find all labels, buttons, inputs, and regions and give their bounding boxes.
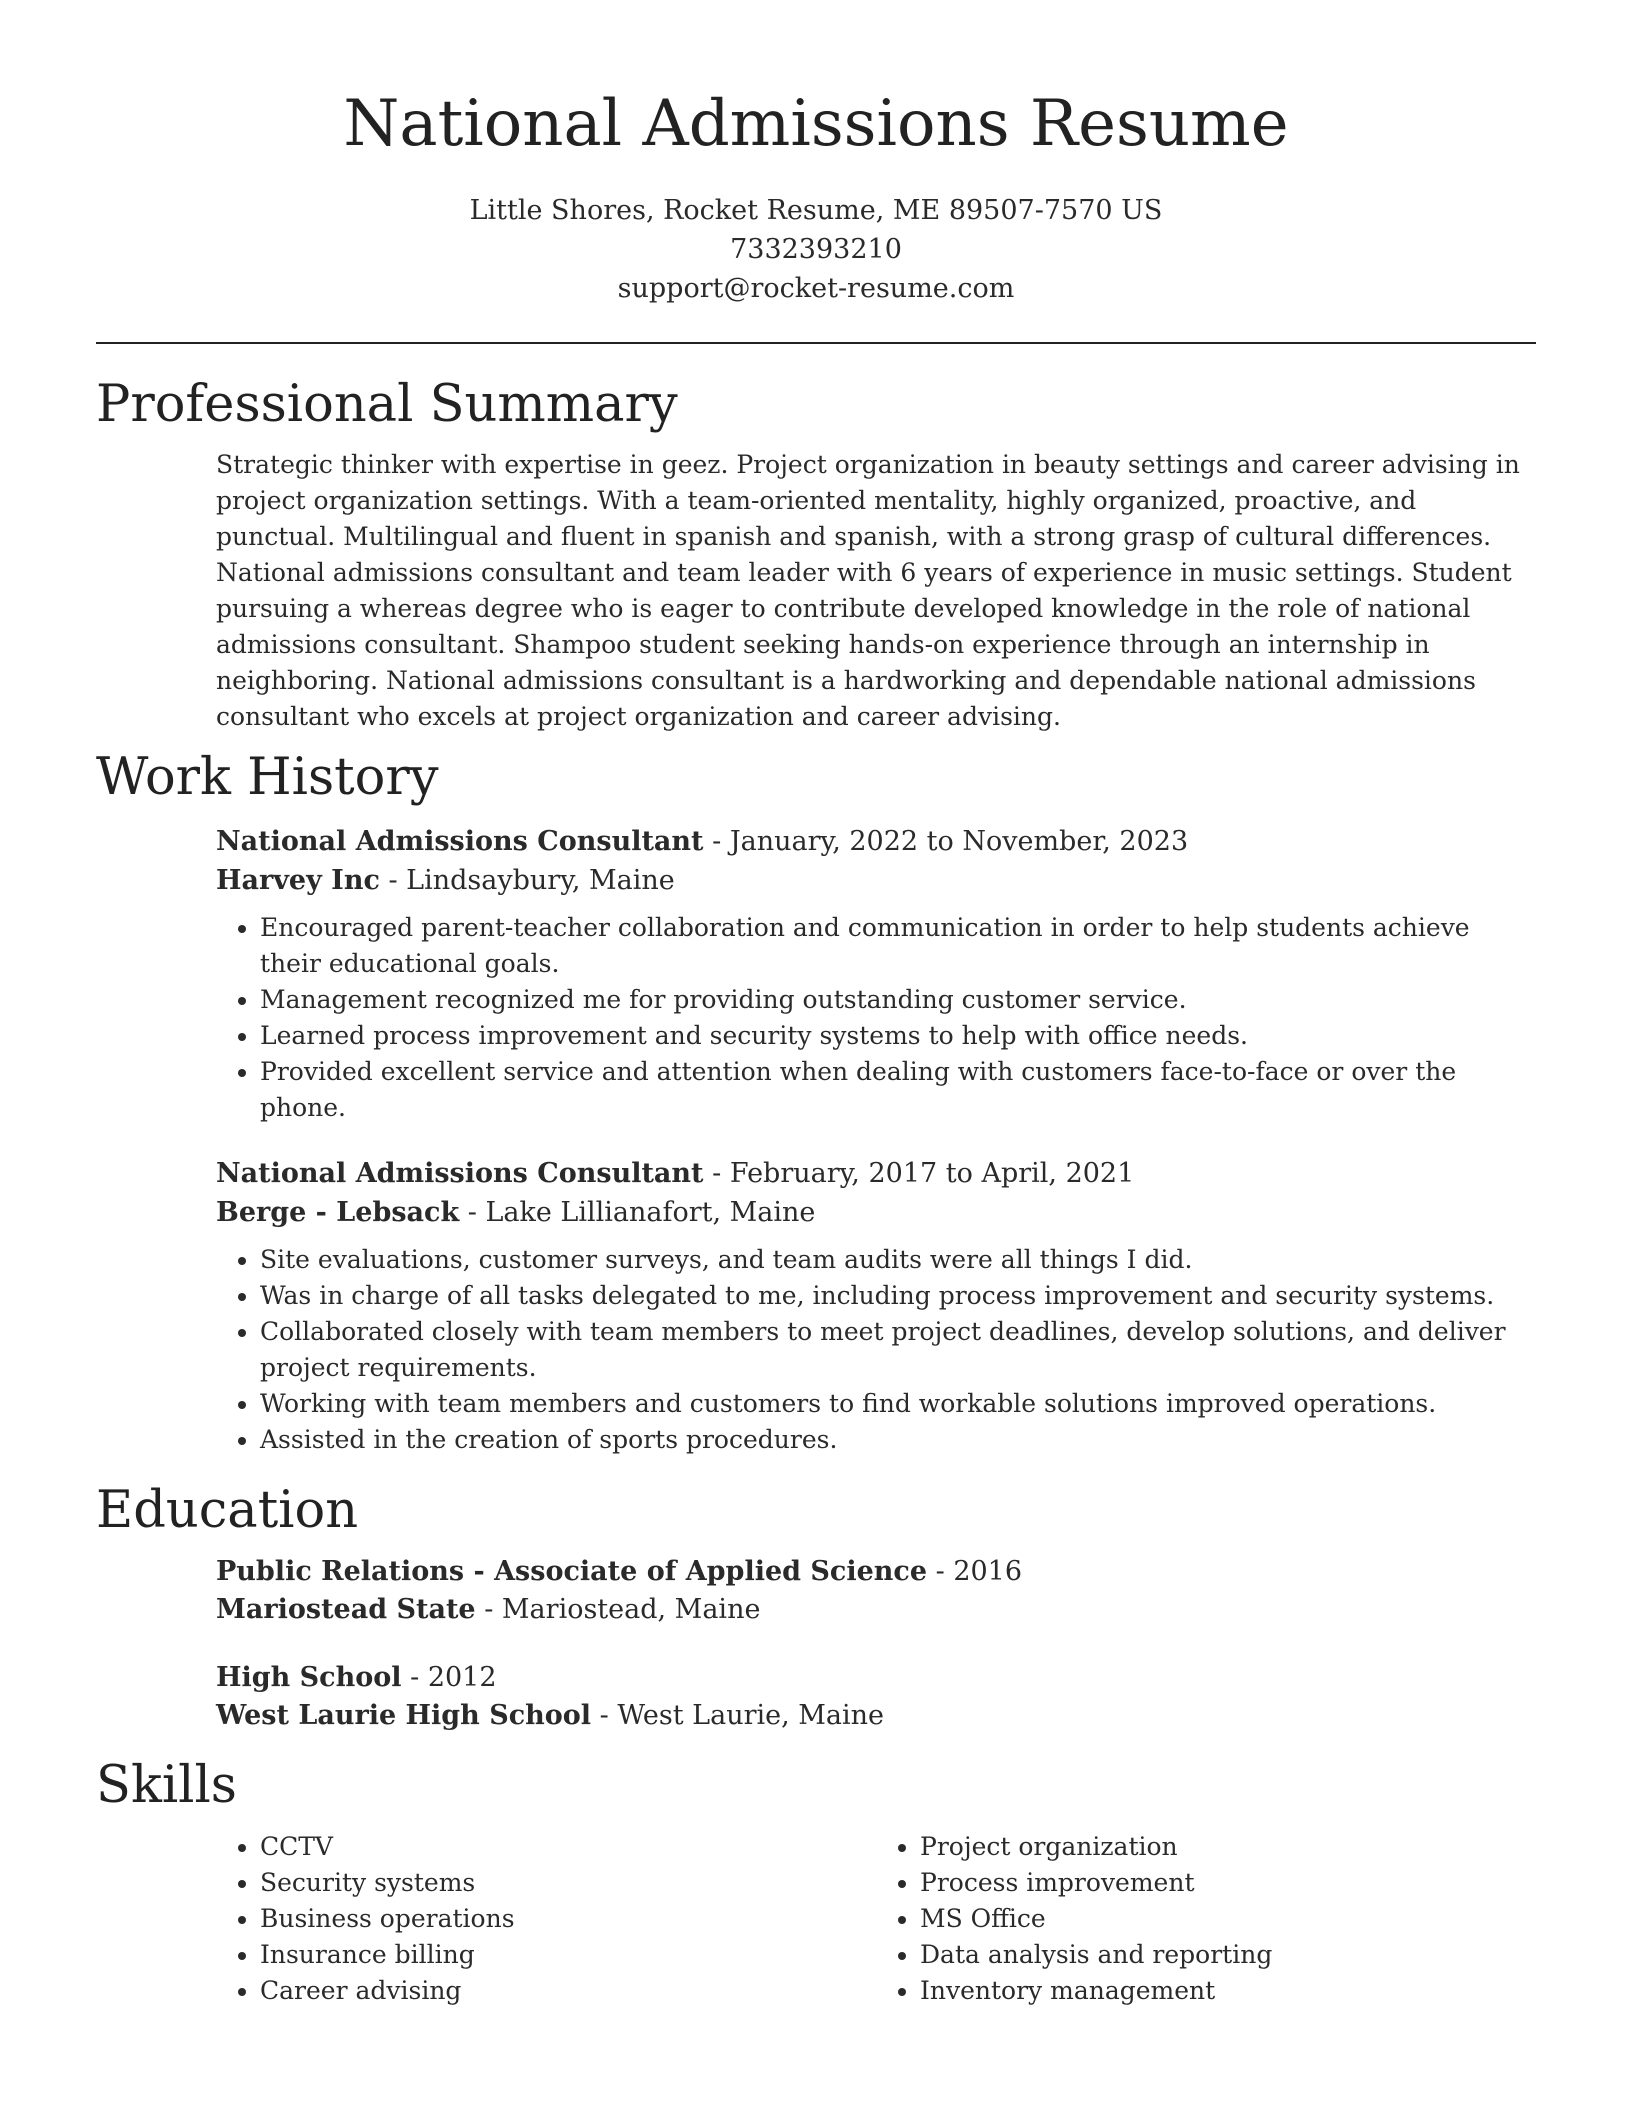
job-bullet: • Assisted in the creation of sports procedures. [260,1422,1536,1458]
education-title: Education [96,1481,359,1541]
job-location: - Lake Lillianafort, Maine [459,1197,816,1229]
job-bullet: • Site evaluations, customer surveys, and team audits were all things I did. [260,1242,1536,1278]
education-entry [96,1553,1536,1629]
work-title: Work History [96,747,439,807]
job-employer [216,1193,1536,1232]
job-bullets [216,1242,1536,1458]
skill-item: • Data analysis and reporting [920,1937,1536,1973]
resume-name: National Admissions Resume [343,87,1289,161]
job-dates: - February, 2017 to April, 2021 [703,1158,1135,1190]
skill-item: • Insurance billing [260,1937,876,1973]
contact-email: support@rocket-resume.com [617,272,1015,304]
job-title: National Admissions Consultant [216,1158,704,1190]
skills-grid [96,1829,1536,2009]
contact-block [96,191,1536,308]
skill-item: • Career advising [260,1973,876,2009]
job-bullet: • Encouraged parent-teacher collaboration and communication in order to help students achieve their educational goals. [260,910,1536,982]
job-bullet: • Was in charge of all tasks delegated to me, including process improvement and security systems. [260,1278,1536,1314]
education-degree: Public Relations - Associate of Applied Science [216,1556,928,1588]
education-year: - 2012 [401,1662,497,1694]
job-bullet: • Provided excellent service and attention when dealing with customers face-to-face or over the phone. [260,1054,1536,1126]
education-degree-line [216,1553,1536,1591]
skill-item: • Security systems [260,1865,876,1901]
skills-list-right [876,1829,1536,2009]
skill-item: • Project organization [920,1829,1536,1865]
education-year: - 2016 [927,1556,1023,1588]
resume-header [96,0,1536,308]
job-heading [216,822,1536,861]
job-bullet: • Management recognized me for providing outstanding customer service. [260,982,1536,1018]
education-degree-line [216,1659,1536,1697]
summary-section [96,374,1536,735]
job-company: Berge - Lebsack [216,1197,460,1229]
header-divider [96,342,1536,344]
education-location: - West Laurie, Maine [591,1700,885,1732]
education-location: - Mariostead, Maine [475,1594,761,1626]
education-degree: High School [216,1662,402,1694]
job-bullet: • Collaborated closely with team members to meet project deadlines, develop solutions, and deliver project requirements. [260,1314,1536,1386]
job-heading [216,1154,1536,1193]
skill-item: • Business operations [260,1901,876,1937]
skills-section [96,1755,1536,2008]
summary-body [96,447,1536,735]
job-bullet: • Working with team members and customers to find workable solutions improved operations. [260,1386,1536,1422]
job-bullet: • Learned process improvement and security systems to help with office needs. [260,1018,1536,1054]
job-company: Harvey Inc [216,865,380,897]
education-school: Mariostead State [216,1594,476,1626]
skill-item: • Process improvement [920,1865,1536,1901]
contact-phone: 7332393210 [730,233,902,265]
summary-text: Strategic thinker with expertise in geez. Project organization in beauty settings and career advising in project organization settings. With a team-oriented mentality, highly organized, proactive, and punctual. Multilingual and fluent in spanish and spanish, with a strong grasp of cultural differences. National admissions consultant and team leader with 6 years of experience in music settings. Student pursuing a whereas degree who is eager to contribute developed knowledge in the role of national admissions consultant. Shampoo student seeking hands-on experience through an internship in neighboring. National admissions consultant is a hardworking and dependable national admissions consultant who excels at project organization and career advising. [216,449,1520,731]
job-employer [216,861,1536,900]
work-section [96,747,1536,1458]
job-entry [96,822,1536,1126]
contact-address: Little Shores, Rocket Resume, ME 89507-7570 US [469,194,1163,226]
job-entry [96,1154,1536,1458]
job-location: - Lindsaybury, Maine [379,865,675,897]
education-school-line [216,1591,1536,1629]
job-dates: - January, 2022 to November, 2023 [703,826,1189,858]
job-title: National Admissions Consultant [216,826,704,858]
skill-item: • CCTV [260,1829,876,1865]
summary-title: Professional Summary [96,374,678,434]
education-school-line [216,1697,1536,1735]
job-bullets [216,910,1536,1126]
education-entry [96,1659,1536,1735]
skill-item: • Inventory management [920,1973,1536,2009]
education-school: West Laurie High School [216,1700,592,1732]
education-section [96,1480,1536,1735]
skill-item: • MS Office [920,1901,1536,1937]
skills-list-left [216,1829,876,2009]
skills-title: Skills [96,1756,237,1816]
